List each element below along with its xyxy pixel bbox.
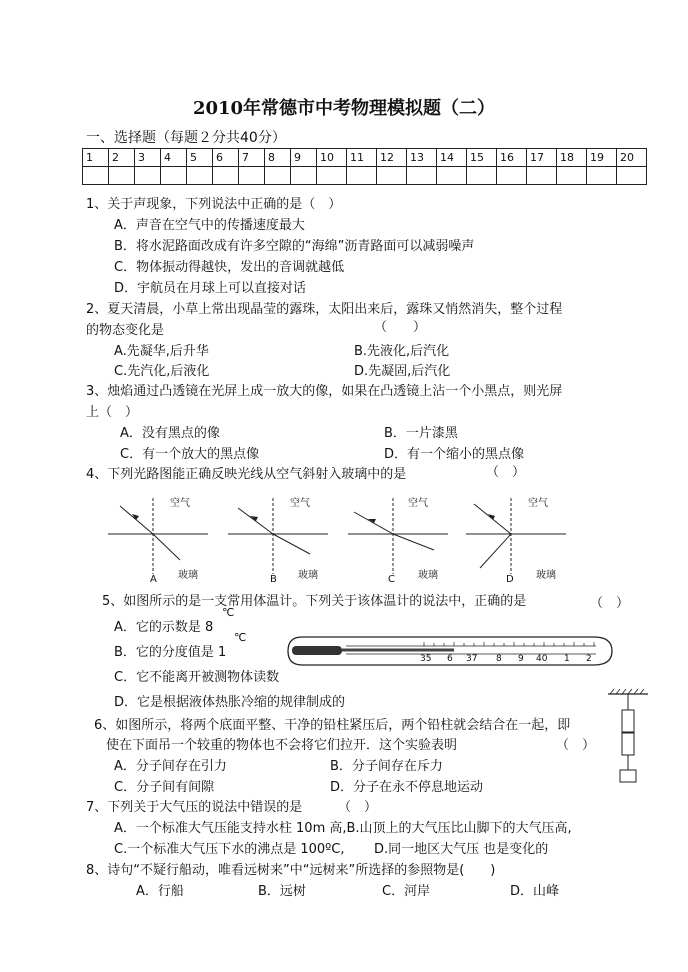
option-letter-d: D bbox=[506, 574, 514, 585]
answer-number: 1 bbox=[83, 149, 109, 167]
q1-stem: 1、关于声现象，下列说法中正确的是（ ） bbox=[86, 197, 342, 212]
q7-answer-paren: （ ） bbox=[338, 800, 378, 815]
q3-option-c: C．有一个放大的黑点像 bbox=[120, 447, 260, 462]
q1-option-a: A．声音在空气中的传播速度最大 bbox=[114, 218, 305, 233]
q6-option-c: C．分子间有间隙 bbox=[114, 780, 215, 795]
q5-option-b: B．它的分度值是 1 bbox=[114, 645, 227, 660]
q2-option-a: A.先凝华,后升华 bbox=[114, 344, 209, 359]
q2-answer-paren: （ ） bbox=[374, 320, 427, 335]
q5-stem: 5、如图所示的是一支常用体温计。下列关于该体温计的说法中，正确的是 bbox=[102, 594, 527, 609]
option-letter-b: B bbox=[270, 574, 277, 585]
q6-option-a: A．分子间存在引力 bbox=[114, 759, 227, 774]
q8-option-c: C．河岸 bbox=[382, 884, 431, 899]
answer-cell[interactable] bbox=[135, 167, 161, 185]
q2-option-d: D.先凝固,后汽化 bbox=[354, 364, 451, 379]
q3-option-b: B．一片漆黑 bbox=[384, 426, 458, 441]
q1-option-d: D．宇航员在月球上可以直接对话 bbox=[114, 281, 307, 296]
page-title: 2010年常德市中考物理模拟题（二） bbox=[192, 98, 496, 119]
air-label: 空气 bbox=[170, 498, 190, 509]
q8-stem: 8、诗句“不疑行船动，唯看远树来”中“远树来”所选择的参照物是( ) bbox=[86, 863, 496, 878]
scale-label: 35 bbox=[420, 654, 432, 664]
answer-number: 10 bbox=[317, 149, 347, 167]
q5-option-a-unit: ℃ bbox=[222, 606, 235, 619]
q5-option-c: C．它不能离开被测物体读数 bbox=[114, 670, 280, 685]
option-letter-c: C bbox=[388, 574, 395, 585]
answer-cell[interactable] bbox=[467, 167, 497, 185]
q4-diagram-c bbox=[348, 494, 448, 586]
q6-answer-paren: （ ） bbox=[556, 738, 596, 753]
scale-label: 2 bbox=[586, 654, 592, 664]
q4-diagram-d bbox=[466, 494, 566, 586]
option-letter-a: A bbox=[150, 574, 157, 585]
q6-option-d: D．分子在永不停息地运动 bbox=[330, 780, 484, 795]
answer-cell[interactable] bbox=[265, 167, 291, 185]
q2-option-b: B.先液化,后汽化 bbox=[354, 344, 450, 359]
answer-cell[interactable] bbox=[497, 167, 527, 185]
answer-number: 5 bbox=[187, 149, 213, 167]
answer-number: 7 bbox=[239, 149, 265, 167]
answer-cell[interactable] bbox=[83, 167, 109, 185]
q7-option-ab: A．一个标准大气压能支持水柱 10m 高,B.山顶上的大气压比山脚下的大气压高, bbox=[114, 821, 572, 836]
q4-diagram-b bbox=[228, 494, 328, 586]
answer-number: 12 bbox=[377, 149, 407, 167]
answer-cell[interactable] bbox=[377, 167, 407, 185]
answer-table bbox=[82, 148, 647, 185]
q4-answer-paren: （ ） bbox=[486, 465, 526, 480]
q2-stem-line2: 的物态变化是 bbox=[86, 323, 165, 338]
q3-stem-line2: 上（ ） bbox=[86, 405, 139, 420]
q3-option-d: D．有一个缩小的黑点像 bbox=[384, 447, 525, 462]
q4-diagram-a bbox=[108, 494, 208, 586]
glass-label: 玻璃 bbox=[418, 570, 438, 581]
lead-cylinders-drawing bbox=[604, 686, 654, 790]
scale-label: 8 bbox=[496, 654, 502, 664]
answer-table-number-row bbox=[83, 149, 647, 167]
glass-label: 玻璃 bbox=[536, 570, 556, 581]
answer-number: 19 bbox=[587, 149, 617, 167]
answer-cell[interactable] bbox=[557, 167, 587, 185]
lead-cylinders-figure bbox=[604, 686, 654, 790]
air-label: 空气 bbox=[528, 498, 548, 509]
q2-stem-line1: 2、夏天清晨，小草上常出现晶莹的露珠，太阳出来后，露珠又悄然消失，整个过程 bbox=[86, 302, 563, 317]
q1-option-c: C．物体振动得越快，发出的音调就越低 bbox=[114, 260, 345, 275]
answer-number: 8 bbox=[265, 149, 291, 167]
scale-label: 37 bbox=[466, 654, 478, 664]
glass-label: 玻璃 bbox=[298, 570, 318, 581]
q6-option-b: B．分子间存在斥力 bbox=[330, 759, 443, 774]
answer-cell[interactable] bbox=[317, 167, 347, 185]
air-label: 空气 bbox=[290, 498, 310, 509]
answer-number: 13 bbox=[407, 149, 437, 167]
q7-option-d: D.同一地区大气压 也是变化的 bbox=[374, 842, 549, 857]
q3-option-a: A．没有黑点的像 bbox=[120, 426, 220, 441]
answer-number: 3 bbox=[135, 149, 161, 167]
answer-number: 15 bbox=[467, 149, 497, 167]
answer-number: 11 bbox=[347, 149, 377, 167]
q7-option-c: C.一个标准大气压下水的沸点是 100ºC, bbox=[114, 842, 345, 857]
q5-option-a: A．它的示数是 8 bbox=[114, 620, 214, 635]
scale-label: 6 bbox=[447, 654, 453, 664]
answer-number: 4 bbox=[161, 149, 187, 167]
answer-number: 2 bbox=[109, 149, 135, 167]
answer-number: 18 bbox=[557, 149, 587, 167]
answer-cell[interactable] bbox=[527, 167, 557, 185]
answer-cell[interactable] bbox=[407, 167, 437, 185]
answer-number: 17 bbox=[527, 149, 557, 167]
q6-stem-line2: 使在下面吊一个较重的物体也不会将它们拉开．这个实验表明 bbox=[106, 738, 458, 753]
answer-cell[interactable] bbox=[291, 167, 317, 185]
q1-option-b: B．将水泥路面改成有许多空隙的“海绵”沥青路面可以减弱噪声 bbox=[114, 239, 475, 254]
air-label: 空气 bbox=[408, 498, 428, 509]
answer-number: 14 bbox=[437, 149, 467, 167]
q5-option-d: D．它是根据液体热胀冷缩的规律制成的 bbox=[114, 695, 346, 710]
answer-cell[interactable] bbox=[161, 167, 187, 185]
answer-cell[interactable] bbox=[587, 167, 617, 185]
answer-cell[interactable] bbox=[437, 167, 467, 185]
q4-stem: 4、下列光路图能正确反映光线从空气斜射入玻璃中的是 bbox=[86, 467, 407, 482]
answer-cell[interactable] bbox=[213, 167, 239, 185]
q8-option-a: A．行船 bbox=[136, 884, 184, 899]
thermometer-figure bbox=[284, 634, 616, 668]
q2-option-c: C.先汽化,后液化 bbox=[114, 364, 210, 379]
answer-table-blank-row bbox=[83, 167, 647, 185]
q3-stem-line1: 3、烛焰通过凸透镜在光屏上成一放大的像，如果在凸透镜上沾一个小黑点，则光屏 bbox=[86, 384, 563, 399]
q8-option-d: D．山峰 bbox=[510, 884, 560, 899]
q7-stem: 7、下列关于大气压的说法中错误的是 bbox=[86, 800, 303, 815]
scale-label: 40 bbox=[536, 654, 548, 664]
answer-number: 9 bbox=[291, 149, 317, 167]
q5-option-b-unit: ℃ bbox=[234, 631, 247, 644]
answer-cell[interactable] bbox=[347, 167, 377, 185]
q5-answer-paren: （ ） bbox=[590, 596, 630, 611]
q6-stem-line1: 6、如图所示，将两个底面平整、干净的铅柱紧压后，两个铅柱就会结合在一起，即 bbox=[94, 718, 571, 733]
glass-label: 玻璃 bbox=[178, 570, 198, 581]
answer-cell[interactable] bbox=[187, 167, 213, 185]
answer-cell[interactable] bbox=[617, 167, 647, 185]
answer-number: 6 bbox=[213, 149, 239, 167]
q8-option-b: B．远树 bbox=[258, 884, 306, 899]
answer-cell[interactable] bbox=[239, 167, 265, 185]
answer-number: 16 bbox=[497, 149, 527, 167]
section-heading: 一、选择题（每题２分共40分） bbox=[86, 130, 286, 146]
answer-cell[interactable] bbox=[109, 167, 135, 185]
scale-label: 1 bbox=[564, 654, 570, 664]
answer-number: 20 bbox=[617, 149, 647, 167]
scale-label: 9 bbox=[518, 654, 524, 664]
